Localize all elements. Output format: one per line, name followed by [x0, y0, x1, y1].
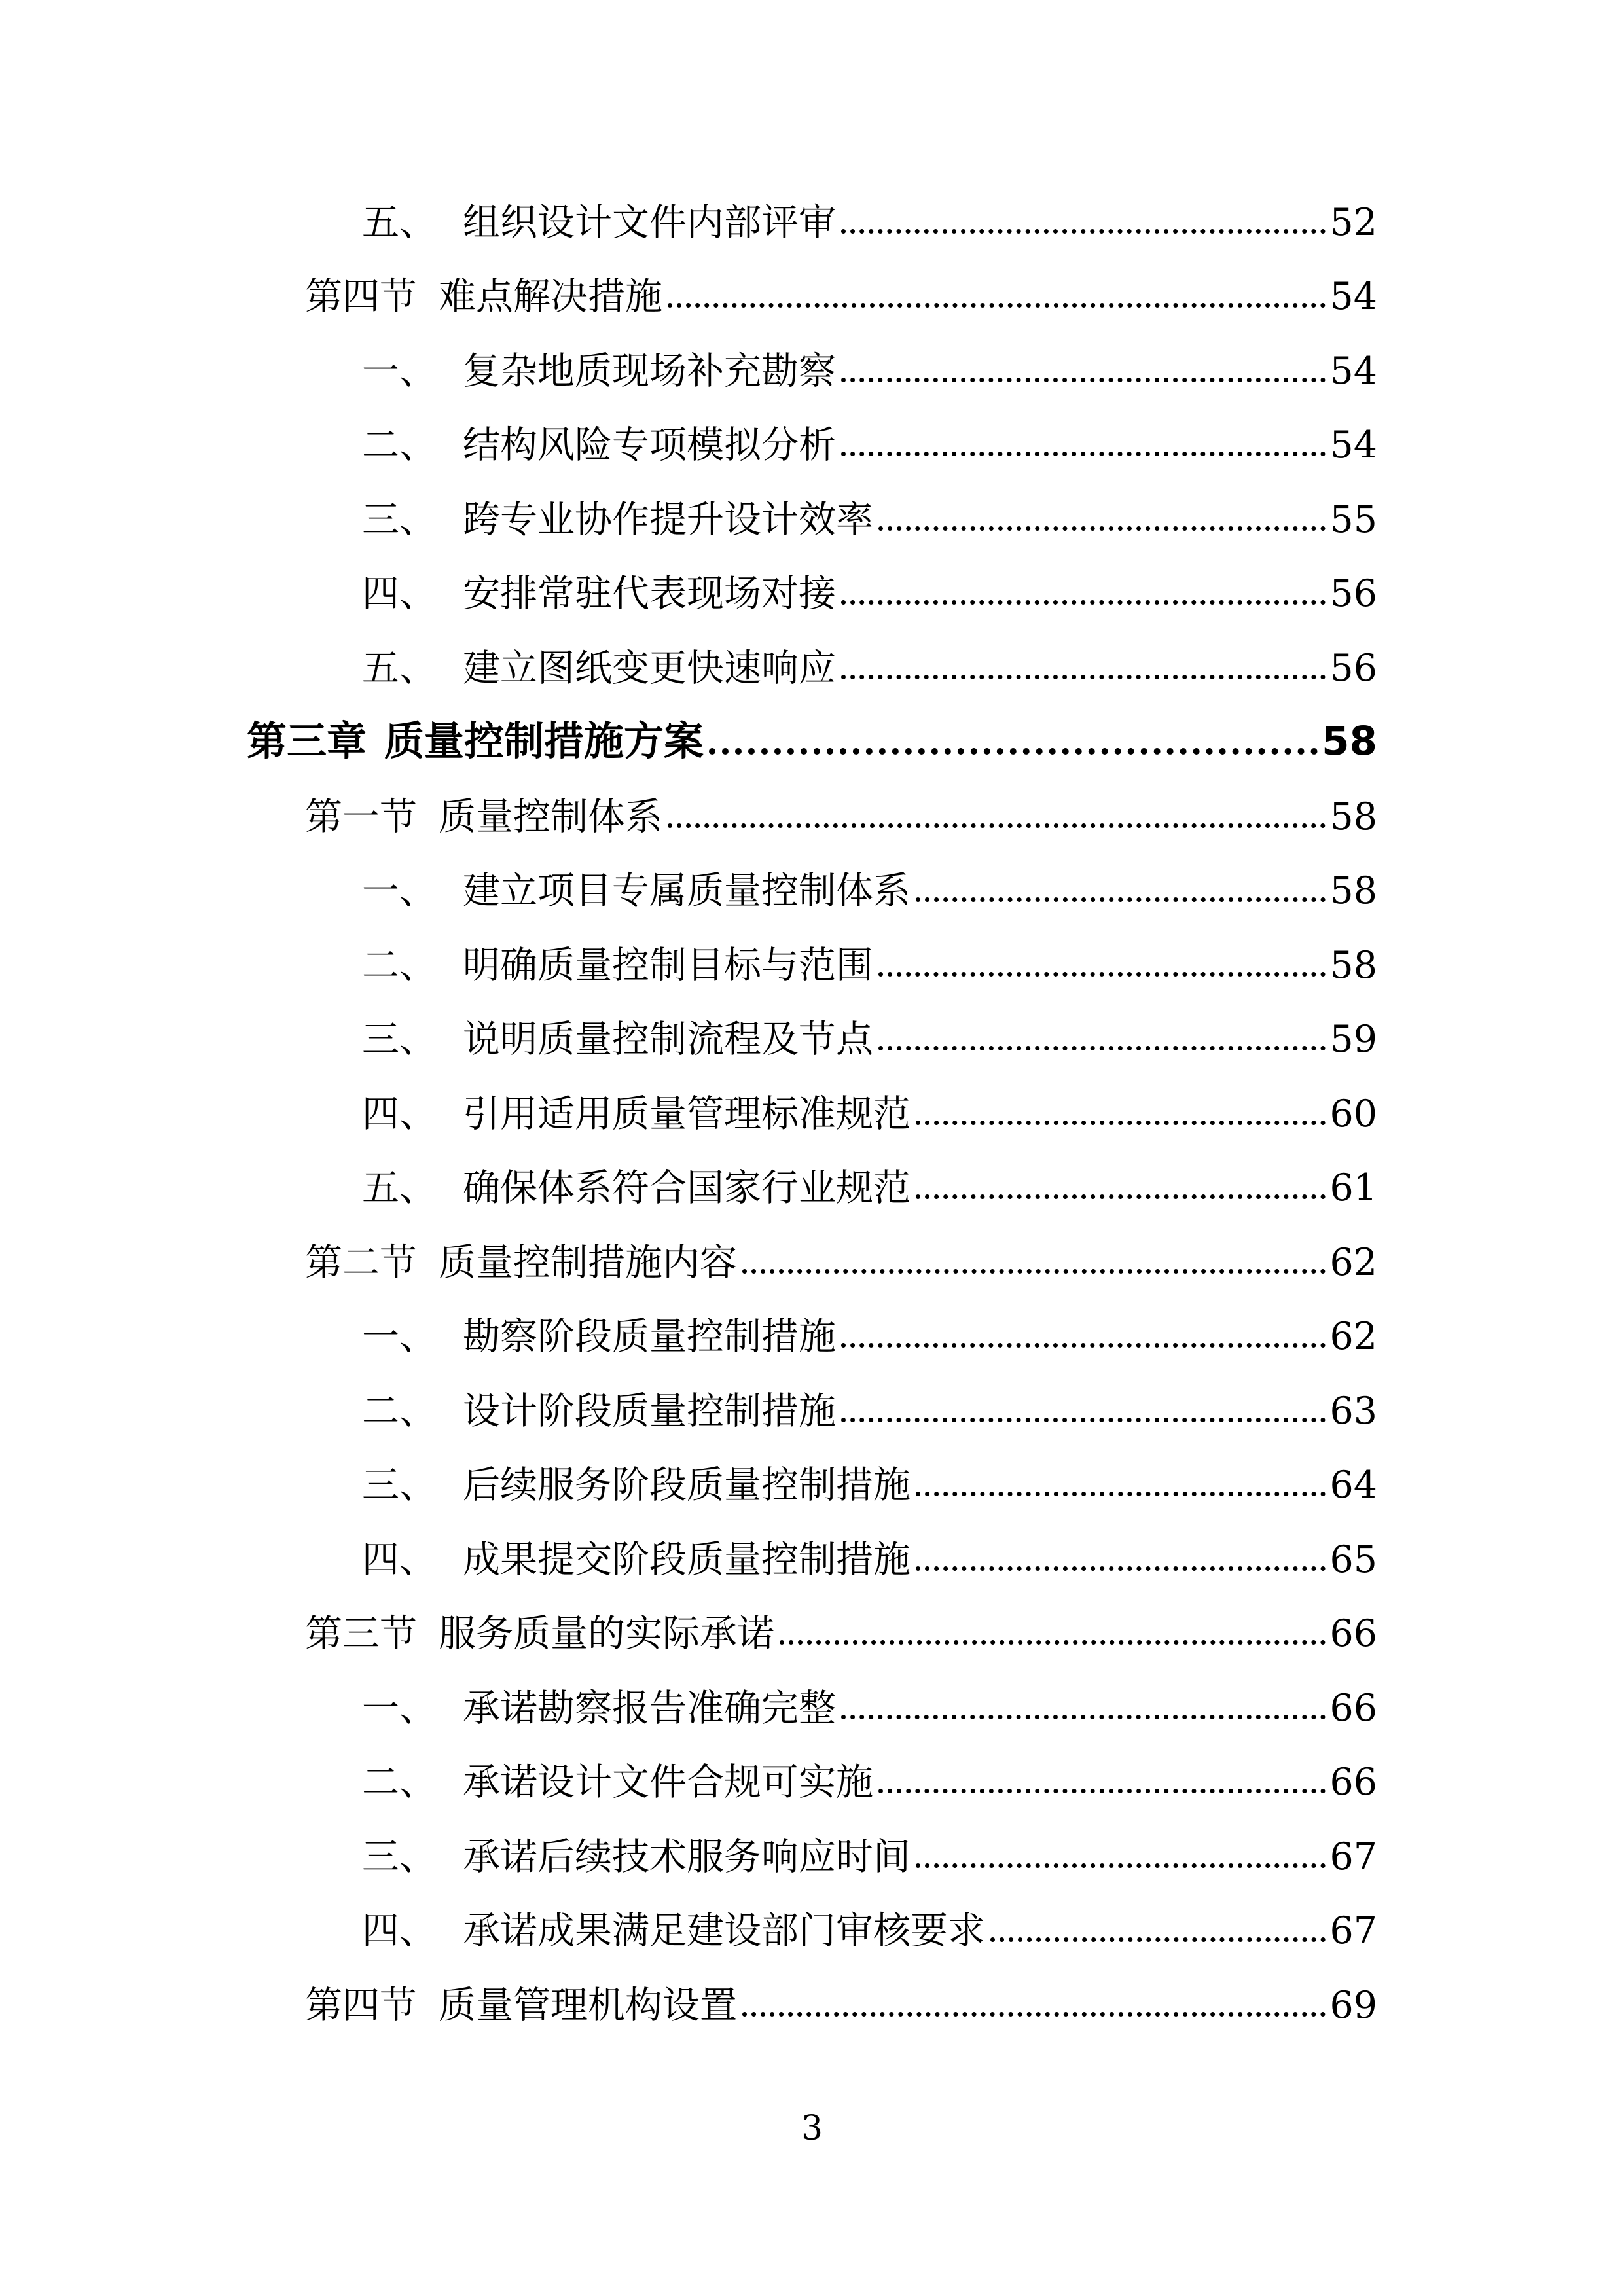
toc-entry-page: 60: [1329, 1092, 1377, 1136]
toc-entry-number: 一、: [362, 870, 437, 912]
toc-entry-number: 二、: [362, 1762, 437, 1803]
toc-entry-number: 一、: [362, 350, 437, 392]
toc-entry: [247, 315, 1377, 393]
dot-leader: [916, 1194, 1326, 1199]
dot-leader: [916, 1566, 1326, 1571]
toc-entry-page: 64: [1329, 1463, 1377, 1507]
toc-entry-page: 66: [1329, 1612, 1377, 1655]
toc-entry-title: 难点解决措施: [439, 276, 662, 317]
dot-leader: [668, 823, 1326, 828]
toc-entry: [247, 910, 1377, 987]
toc-entry: [247, 1653, 1377, 1730]
toc-entry-title: 成果提交阶段质量控制措施: [463, 1539, 911, 1581]
toc-entry-number: 五、: [362, 1168, 437, 1209]
toc-entry: [247, 1282, 1377, 1356]
toc-entry-title: 承诺勘察报告准确完整: [463, 1687, 836, 1729]
toc-entry-title: 质量控制体系: [439, 796, 662, 838]
toc-entry: [247, 687, 1377, 762]
toc-entry-title: 安排常驻代表现场对接: [463, 573, 836, 615]
toc-entry-title: 复杂地质现场补充勘察: [463, 350, 836, 392]
toc-entry-number: 四、: [362, 573, 437, 615]
toc-entry: [247, 1876, 1377, 1950]
dot-leader: [878, 972, 1326, 977]
toc-entry-title: 服务质量的实际承诺: [439, 1613, 774, 1655]
toc-entry-number: 第四节: [305, 1984, 417, 2026]
toc-entry-number: 四、: [362, 1093, 437, 1135]
toc-entry-page: 62: [1329, 1315, 1377, 1358]
toc-entry-number: 第四节: [305, 276, 417, 317]
toc-entry-number: 一、: [362, 1687, 437, 1729]
toc-entry-page: 56: [1329, 572, 1377, 615]
toc-entry: [247, 1504, 1377, 1579]
toc-entry-number: 二、: [362, 1390, 437, 1432]
toc-entry: [247, 1430, 1377, 1505]
dot-leader: [780, 1640, 1326, 1645]
toc-entry-page: 66: [1329, 1686, 1377, 1730]
dot-leader: [916, 897, 1326, 902]
toc-entry: [247, 613, 1377, 690]
toc-entry-page: 58: [1329, 795, 1377, 838]
toc-entry-number: 二、: [362, 944, 437, 986]
toc-entry-title: 质量控制措施内容: [439, 1242, 737, 1283]
toc-entry-page: 52: [1329, 200, 1377, 244]
toc-entry: [247, 242, 1377, 316]
toc-entry-title: 组织设计文件内部评审: [463, 202, 836, 243]
toc-entry-number: 三、: [362, 1836, 437, 1878]
toc-entry-page: 58: [1329, 869, 1377, 912]
dot-leader: [878, 526, 1326, 531]
toc-entry: [247, 539, 1377, 613]
toc-entry-page: 63: [1329, 1389, 1377, 1433]
toc-entry-page: 59: [1329, 1018, 1377, 1061]
toc-entry-page: 56: [1329, 646, 1377, 690]
dot-leader: [742, 1269, 1326, 1274]
dot-leader: [916, 1863, 1326, 1868]
toc-entry: [247, 464, 1377, 539]
toc-entry: [247, 1207, 1377, 1282]
page-number: 3: [801, 2109, 823, 2148]
toc-entry: [247, 836, 1377, 910]
toc-entry-title: 建立图纸变更快速响应: [463, 647, 836, 689]
page-footer: [0, 2109, 1624, 2148]
toc-entry-title: 质量控制措施方案: [384, 718, 704, 764]
toc-entry: [247, 1355, 1377, 1433]
toc-entry-number: 三、: [362, 1019, 437, 1060]
toc-entry-title: 后续服务阶段质量控制措施: [463, 1465, 911, 1506]
dot-leader: [878, 1789, 1326, 1793]
toc-entry-title: 说明质量控制流程及节点: [463, 1019, 873, 1060]
dot-leader: [841, 1343, 1326, 1348]
dot-leader: [841, 675, 1326, 679]
toc-entry-title: 结构风险专项模拟分析: [463, 425, 836, 466]
toc-entry-title: 确保体系符合国家行业规范: [463, 1168, 911, 1209]
toc-entry-number: 第一节: [305, 796, 417, 838]
toc-entry-page: 55: [1329, 497, 1377, 541]
toc-entry-number: 一、: [362, 1316, 437, 1357]
toc-entry-page: 54: [1329, 423, 1377, 467]
toc-entry: [247, 1950, 1377, 2027]
toc-entry-page: 65: [1329, 1537, 1377, 1581]
toc-entry-number: 第二节: [305, 1242, 417, 1283]
dot-leader: [916, 1121, 1326, 1125]
toc-entry-page: 67: [1329, 1909, 1377, 1952]
toc-entry: [247, 1801, 1377, 1876]
toc-entry-number: 第三章: [247, 718, 367, 764]
dot-leader: [878, 1046, 1326, 1050]
toc-entry-title: 建立项目专属质量控制体系: [463, 870, 911, 912]
dot-leader: [742, 2012, 1326, 2017]
dot-leader: [990, 1937, 1326, 1942]
toc-entry: [247, 1727, 1377, 1802]
toc-entry-title: 明确质量控制目标与范围: [463, 944, 873, 986]
toc-entry-number: 二、: [362, 425, 437, 466]
toc-entry-number: 五、: [362, 202, 437, 243]
toc-entry: [247, 1058, 1377, 1136]
toc-entry-title: 承诺后续技术服务响应时间: [463, 1836, 911, 1878]
toc-entry-number: 三、: [362, 499, 437, 541]
dot-leader: [841, 600, 1326, 605]
dot-leader: [841, 452, 1326, 456]
toc-entry: [247, 1133, 1377, 1208]
dot-leader: [841, 229, 1326, 234]
toc-entry-number: 四、: [362, 1910, 437, 1952]
dot-leader: [841, 378, 1326, 382]
dot-leader: [841, 1418, 1326, 1422]
toc-entry: [247, 167, 1377, 242]
toc-entry-title: 跨专业协作提升设计效率: [463, 499, 873, 541]
dot-leader: [916, 1492, 1326, 1496]
toc-entry-page: 62: [1329, 1240, 1377, 1284]
toc-entry: [247, 390, 1377, 465]
toc-entry-number: 三、: [362, 1465, 437, 1506]
toc-entry-page: 61: [1329, 1166, 1377, 1210]
toc-entry: [247, 761, 1377, 836]
toc-entry-number: 第三节: [305, 1613, 417, 1655]
dot-leader: [841, 1715, 1326, 1719]
dot-leader: [709, 748, 1318, 755]
toc-entry-title: 勘察阶段质量控制措施: [463, 1316, 836, 1357]
toc-entry-title: 承诺成果满足建设部门审核要求: [463, 1910, 985, 1952]
toc-entry-title: 质量管理机构设置: [439, 1984, 737, 2026]
toc-entry-number: 四、: [362, 1539, 437, 1581]
toc-entry-page: 54: [1329, 349, 1377, 393]
toc-entry-page: 66: [1329, 1761, 1377, 1804]
toc-entry-title: 引用适用质量管理标准规范: [463, 1093, 911, 1135]
toc-entry-title: 设计阶段质量控制措施: [463, 1390, 836, 1432]
toc-entry-number: 五、: [362, 647, 437, 689]
toc-entry-title: 承诺设计文件合规可实施: [463, 1762, 873, 1803]
toc-entry-page: 58: [1322, 718, 1377, 764]
toc-entry: [247, 1579, 1377, 1653]
dot-leader: [668, 303, 1326, 308]
table-of-contents: [247, 167, 1377, 2027]
toc-entry: [247, 984, 1377, 1059]
toc-entry-page: 58: [1329, 943, 1377, 987]
toc-entry-page: 67: [1329, 1835, 1377, 1878]
toc-entry-page: 69: [1329, 1983, 1377, 2027]
toc-entry-page: 54: [1329, 275, 1377, 318]
